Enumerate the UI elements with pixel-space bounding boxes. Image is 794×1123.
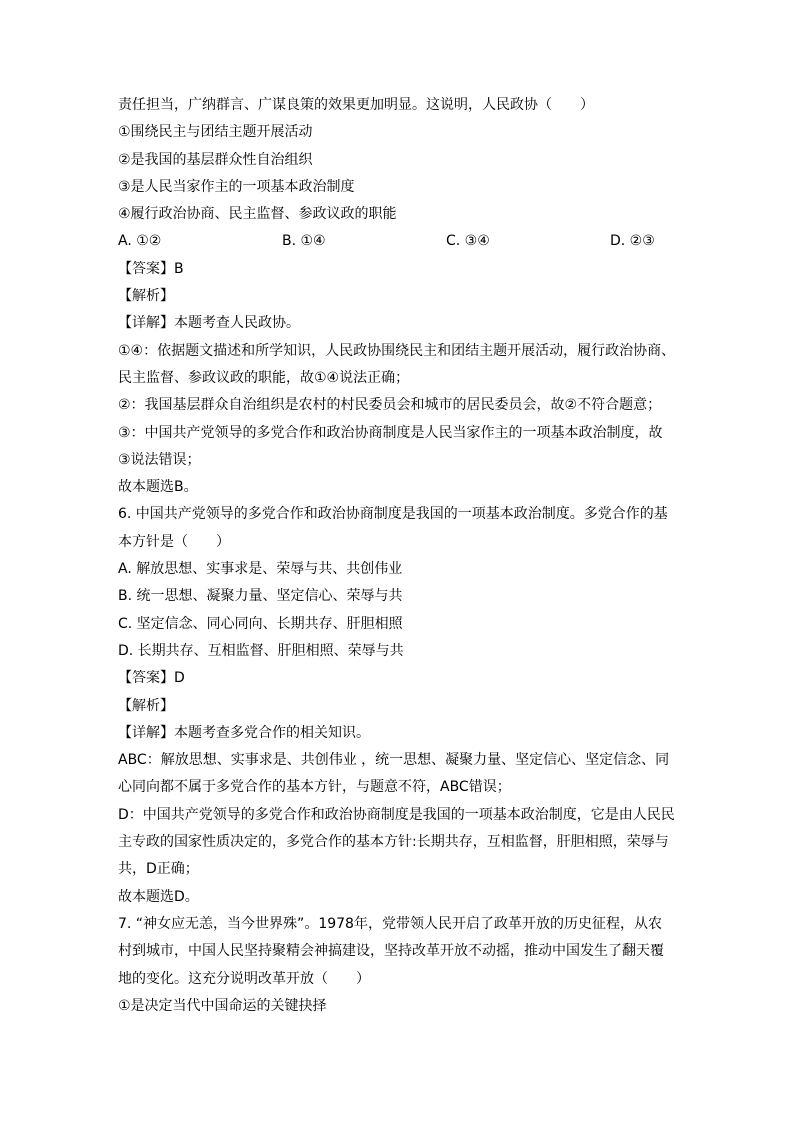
q5-detail-line: ③说法错误； — [118, 451, 201, 468]
q6-stem: 6. 中国共产党领导的多党合作和政治协商制度是我国的一项基本政治制度。多党合作的基 — [118, 506, 668, 523]
q5-detail-line: 【详解】本题考查人民政协。 — [118, 315, 300, 332]
q5-detail-line: ③：中国共产党领导的多党合作和政治协商制度是人民当家作主的一项基本政治制度，故 — [118, 424, 663, 441]
q5-detail-line: ②：我国基层群众自治组织是农村的村民委员会和城市的居民委员会，故②不符合题意； — [118, 397, 662, 414]
q5-option-b: B. ①④ — [282, 233, 326, 250]
q6-detail-line: 【详解】本题考查多党合作的相关知识。 — [118, 724, 370, 741]
q6-option-c: C. 坚定信念、同心同向、长期共存、肝胆相照 — [118, 615, 403, 632]
q6-option-b: B. 统一思想、凝聚力量、坚定信心、荣辱与共 — [118, 588, 403, 605]
q5-answer: 【答案】B — [118, 260, 184, 277]
q5-detail-line: ①④：依据题文描述和所学知识，人民政协围绕民主和团结主题开展活动，履行政治协商、 — [118, 342, 676, 359]
document-page — [118, 92, 688, 1020]
q5-statement-2: ②是我国的基层群众性自治组织 — [118, 151, 313, 168]
q5-stem: 责任担当，广纳群言、广谋良策的效果更加明显。这说明，人民政协（ ） — [118, 97, 594, 113]
q6-detail-line: 共，D正确； — [118, 861, 199, 878]
q6-conclusion: 故本题选D。 — [118, 888, 199, 905]
q5-analysis-label: 【解析】 — [118, 288, 174, 305]
q5-detail-line: 民主监督、参政议政的职能，故①④说法正确； — [118, 369, 410, 386]
q5-statement-1: ①围绕民主与团结主题开展活动 — [118, 124, 313, 141]
q6-detail-line: 主专政的国家性质决定的，多党合作的基本方针:长期共存，互相监督，肝胆相照，荣辱与 — [118, 834, 669, 851]
q7-statement-1: ①是决定当代中国命运的关键抉择 — [118, 997, 327, 1014]
q5-option-a: A. ①② — [118, 233, 162, 250]
q5-statement-4: ④履行政治协商、民主监督、参政议政的职能 — [118, 206, 397, 223]
q6-detail-line: 心同向都不属于多党合作的基本方针，与题意不符，ABC错误； — [118, 779, 511, 796]
q6-analysis-label: 【解析】 — [118, 697, 174, 714]
q6-option-a: A. 解放思想、实事求是、荣辱与共、共创伟业 — [118, 561, 403, 578]
q7-stem: 7. “神女应无恙，当今世界殊”。1978年，党带领人民开启了政革开放的历史征程，从农 — [118, 915, 662, 932]
q6-detail-line: D：中国共产党领导的多党合作和政治协商制度是我国的一项基本政治制度，它是由人民民 — [118, 806, 675, 823]
q5-option-d: D. ②③ — [610, 233, 655, 250]
q6-detail-line: ABC：解放思想、实事求是、共创伟业 ，统一思想、凝聚力量、坚定信心、坚定信念、同 — [118, 752, 670, 769]
q5-options — [118, 228, 688, 255]
q5-statement-3: ③是人民当家作主的一项基本政治制度 — [118, 178, 355, 195]
q6-option-d: D. 长期共存、互相监督、肝胆相照、荣辱与共 — [118, 642, 404, 659]
q5-option-c: C. ③④ — [446, 233, 490, 250]
q7-stem: 村到城市，中国人民坚持聚精会神搞建设，坚持改革开放不动摇，推动中国发生了翻天覆 — [118, 943, 664, 960]
q7-stem: 地的变化。这充分说明改革开放（ ） — [118, 970, 370, 987]
q6-answer: 【答案】D — [118, 670, 185, 687]
q5-conclusion: 故本题选B。 — [118, 479, 198, 496]
q6-stem: 本方针是（ ） — [118, 533, 230, 550]
